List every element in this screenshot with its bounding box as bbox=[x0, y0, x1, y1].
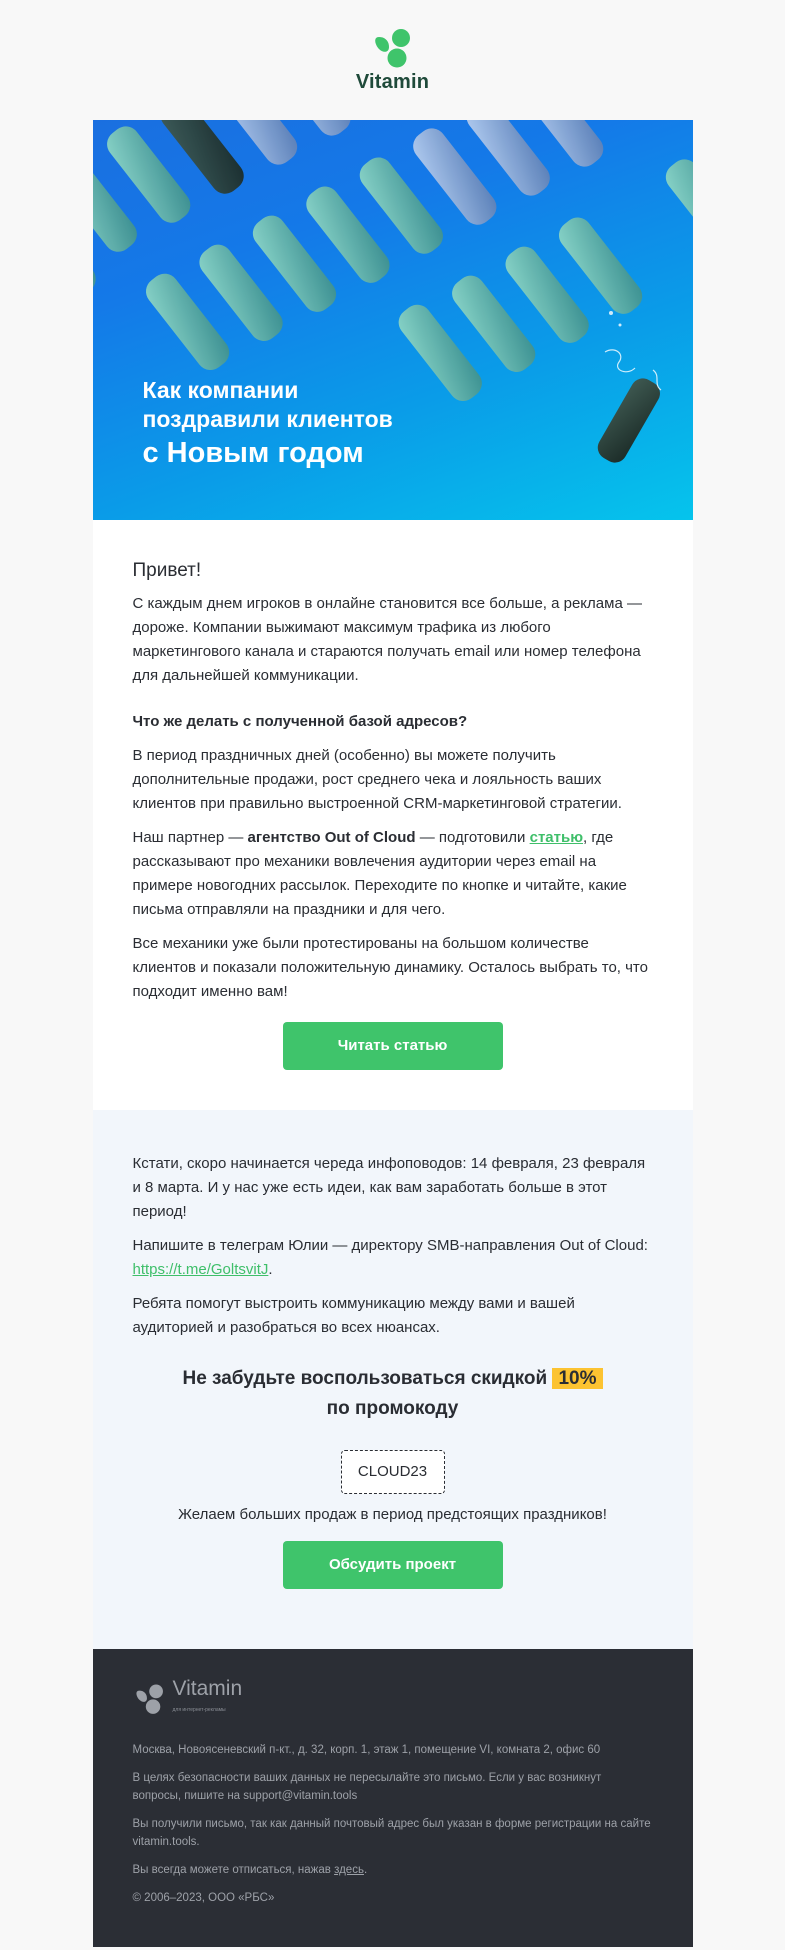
hero-title-line1: Как компании bbox=[142, 377, 299, 403]
partner-text-a: Наш партнер — bbox=[132, 829, 248, 846]
hero-title-line3: с Новым годом bbox=[142, 437, 364, 469]
partner-paragraph bbox=[133, 826, 653, 922]
logo-wordmark: Vitamin bbox=[355, 70, 430, 93]
footer-tagline: для интернет-рекламы bbox=[172, 1707, 226, 1713]
main-section bbox=[93, 520, 693, 1110]
hero-banner[interactable] bbox=[93, 120, 693, 520]
hero-title bbox=[143, 376, 393, 472]
footer-copyright: © 2006–2023, ООО «РБС» bbox=[132, 1892, 275, 1904]
wish-text: Желаем больших продаж в период предстоящих праздников! bbox=[178, 1506, 607, 1523]
unsub-text-a: Вы всегда можете отписаться, нажав bbox=[132, 1864, 335, 1876]
subheading: Что же делать с полученной базой адресов? bbox=[132, 713, 468, 730]
telegram-link[interactable]: https://t.me/GoltsvitJ bbox=[132, 1261, 269, 1278]
mechanics-paragraph: Все механики уже были протестированы на большом количестве клиентов и показали положительную динамику. Осталось выбрать то, что подходит именно вам! bbox=[132, 935, 648, 1000]
discount-badge: 10% bbox=[552, 1368, 602, 1389]
unsubscribe-link[interactable]: здесь bbox=[334, 1864, 364, 1876]
promo-text-b: по промокоду bbox=[326, 1398, 459, 1419]
header-logo[interactable] bbox=[93, 0, 693, 120]
secondary-section bbox=[93, 1110, 693, 1649]
promo-code-box[interactable]: CLOUD23 bbox=[341, 1450, 445, 1494]
footer-address: Москва, Новоясеневский п-кт., д. 32, корп. 1, этаж 1, помещение VI, комната 2, офис 60 bbox=[132, 1744, 601, 1756]
vitamin-logo-icon bbox=[371, 27, 415, 69]
vitamin-logo-icon bbox=[133, 1683, 167, 1715]
partner-name: агентство Out of Cloud bbox=[247, 829, 416, 846]
intro-paragraph: С каждым днем игроков в онлайне становится все больше, а реклама — дороже. Компании выжимают максимум трафика из любого маркетингового канала и стараются получать email или номер телефона для дальнейшей коммуникации. bbox=[132, 595, 642, 684]
discuss-project-button[interactable]: Обсудить проект bbox=[283, 1541, 503, 1589]
greeting: Привет! bbox=[132, 560, 202, 581]
crm-paragraph: В период праздничных дней (особенно) вы можете получить дополнительные продажи, рост среднего чека и лояльность ваших клиентов при правильно выстроенной CRM-маркетинговой стратегии. bbox=[132, 747, 622, 812]
telegram-text-a: Напишите в телеграм Юлии — директору SMB-направления Out of Cloud: bbox=[132, 1237, 648, 1254]
email-container bbox=[93, 0, 693, 1947]
footer bbox=[93, 1649, 693, 1947]
footer-logo-text bbox=[167, 1679, 243, 1719]
footer-unsubscribe bbox=[133, 1861, 653, 1879]
events-paragraph: Кстати, скоро начинается череда инфоповодов: 14 февраля, 23 февраля и 8 марта. И у нас уже есть идеи, как вам заработать больше в этот период! bbox=[132, 1155, 646, 1220]
promo-title bbox=[133, 1364, 653, 1424]
promo-text-a: Не забудьте воспользоваться скидкой bbox=[182, 1368, 553, 1389]
article-link[interactable]: статью bbox=[529, 829, 584, 846]
help-paragraph: Ребята помогут выстроить коммуникацию между вами и вашей аудиторией и разобраться во всех нюансах. bbox=[132, 1295, 575, 1336]
telegram-text-b: . bbox=[268, 1261, 273, 1278]
footer-reason: Вы получили письмо, так как данный почтовый адрес был указан в форме регистрации на сайте vitamin.tools. bbox=[132, 1818, 651, 1848]
read-article-button[interactable]: Читать статью bbox=[283, 1022, 503, 1070]
partner-text-b: — подготовили bbox=[415, 829, 530, 846]
footer-wordmark: Vitamin bbox=[172, 1677, 243, 1700]
telegram-paragraph bbox=[133, 1234, 653, 1282]
footer-security: В целях безопасности ваших данных не пересылайте это письмо. Если у вас возникнут вопросы, пишите на support@vitamin.tools bbox=[132, 1772, 602, 1802]
unsub-text-b: . bbox=[363, 1864, 368, 1876]
hero-title-line2: поздравили клиентов bbox=[142, 406, 393, 432]
partner-text-c: , где рассказывают про механики вовлечения аудитории через email на примере новогодних рассылок. Переходите по кнопке и читайте, какие письма отправляли на праздники и для чего. bbox=[132, 829, 627, 918]
footer-logo[interactable] bbox=[133, 1679, 653, 1719]
